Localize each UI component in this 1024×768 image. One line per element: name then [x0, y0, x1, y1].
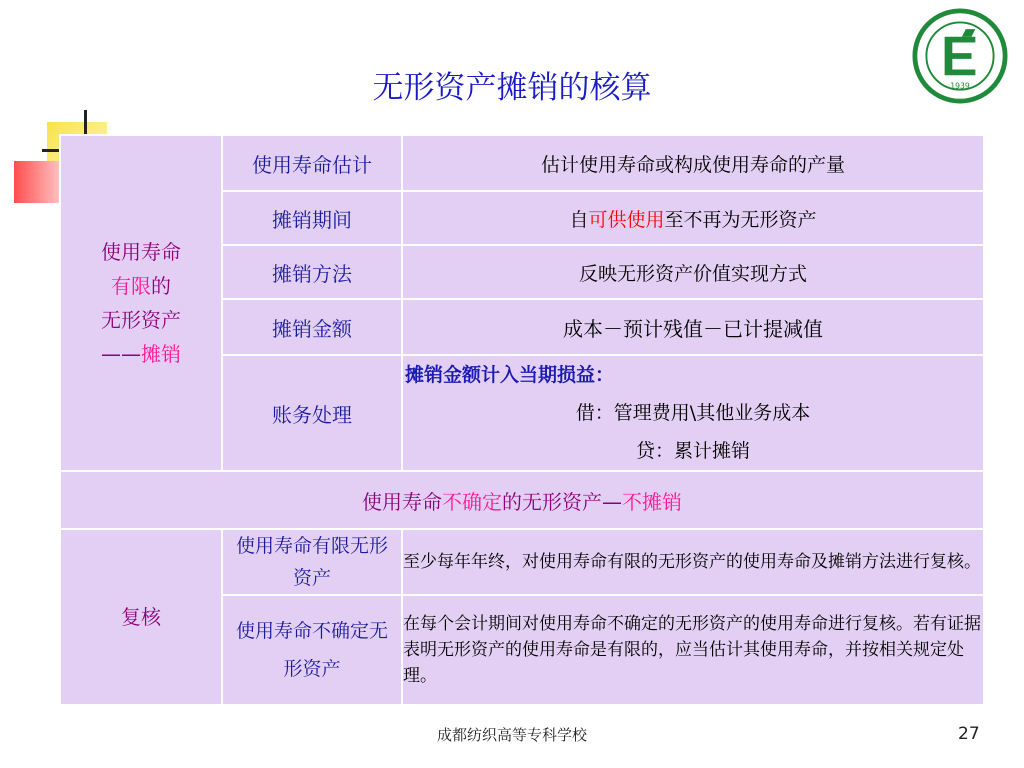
row-label: 摊销金额 — [222, 299, 402, 355]
indefinite-life-row: 使用寿命不确定的无形资产—不摊销 — [60, 471, 984, 529]
row-label: 使用寿命不确定无形资产 — [222, 595, 402, 705]
row-value: 自可供使用至不再为无形资产 — [402, 191, 984, 245]
finite-life-group-cell: 使用寿命 有限的 无形资产 ——摊销 — [60, 135, 222, 471]
row-label: 摊销期间 — [222, 191, 402, 245]
row-value: 成本－预计残值－已计提减值 — [402, 299, 984, 355]
row-label: 使用寿命估计 — [222, 135, 402, 191]
footer-school-name: 成都纺织高等专科学校 — [436, 726, 587, 744]
row-value: 反映无形资产价值实现方式 — [402, 245, 984, 299]
page-number: 27 — [958, 724, 980, 744]
row-label: 摊销方法 — [222, 245, 402, 299]
row-label: 账务处理 — [222, 355, 402, 471]
row-label: 使用寿命有限无形资产 — [222, 529, 402, 595]
table-row — [60, 471, 984, 529]
row-value: 估计使用寿命或构成使用寿命的产量 — [402, 135, 984, 191]
amortization-table — [59, 134, 985, 706]
row-value: 至少每年年终，对使用寿命有限的无形资产的使用寿命及摊销方法进行复核。 — [402, 529, 984, 595]
row-value — [402, 355, 984, 471]
table-row — [60, 529, 984, 595]
entry-heading: 摊销金额计入当期损益： — [405, 364, 615, 386]
row-value: 在每个会计期间对使用寿命不确定的无形资产的使用寿命进行复核。若有证据表明无形资产的使用寿命是有限的，应当估计其使用寿命，并按相关规定处理。 — [402, 595, 984, 705]
debit-entry: 借：管理费用\其他业务成本 — [575, 402, 811, 424]
credit-entry: 贷：累计摊销 — [635, 440, 750, 462]
review-label: 复核 — [60, 529, 222, 705]
table-row — [60, 135, 984, 191]
svg-text:1939: 1939 — [950, 81, 970, 91]
page-title: 无形资产摊销的核算 — [372, 70, 652, 106]
